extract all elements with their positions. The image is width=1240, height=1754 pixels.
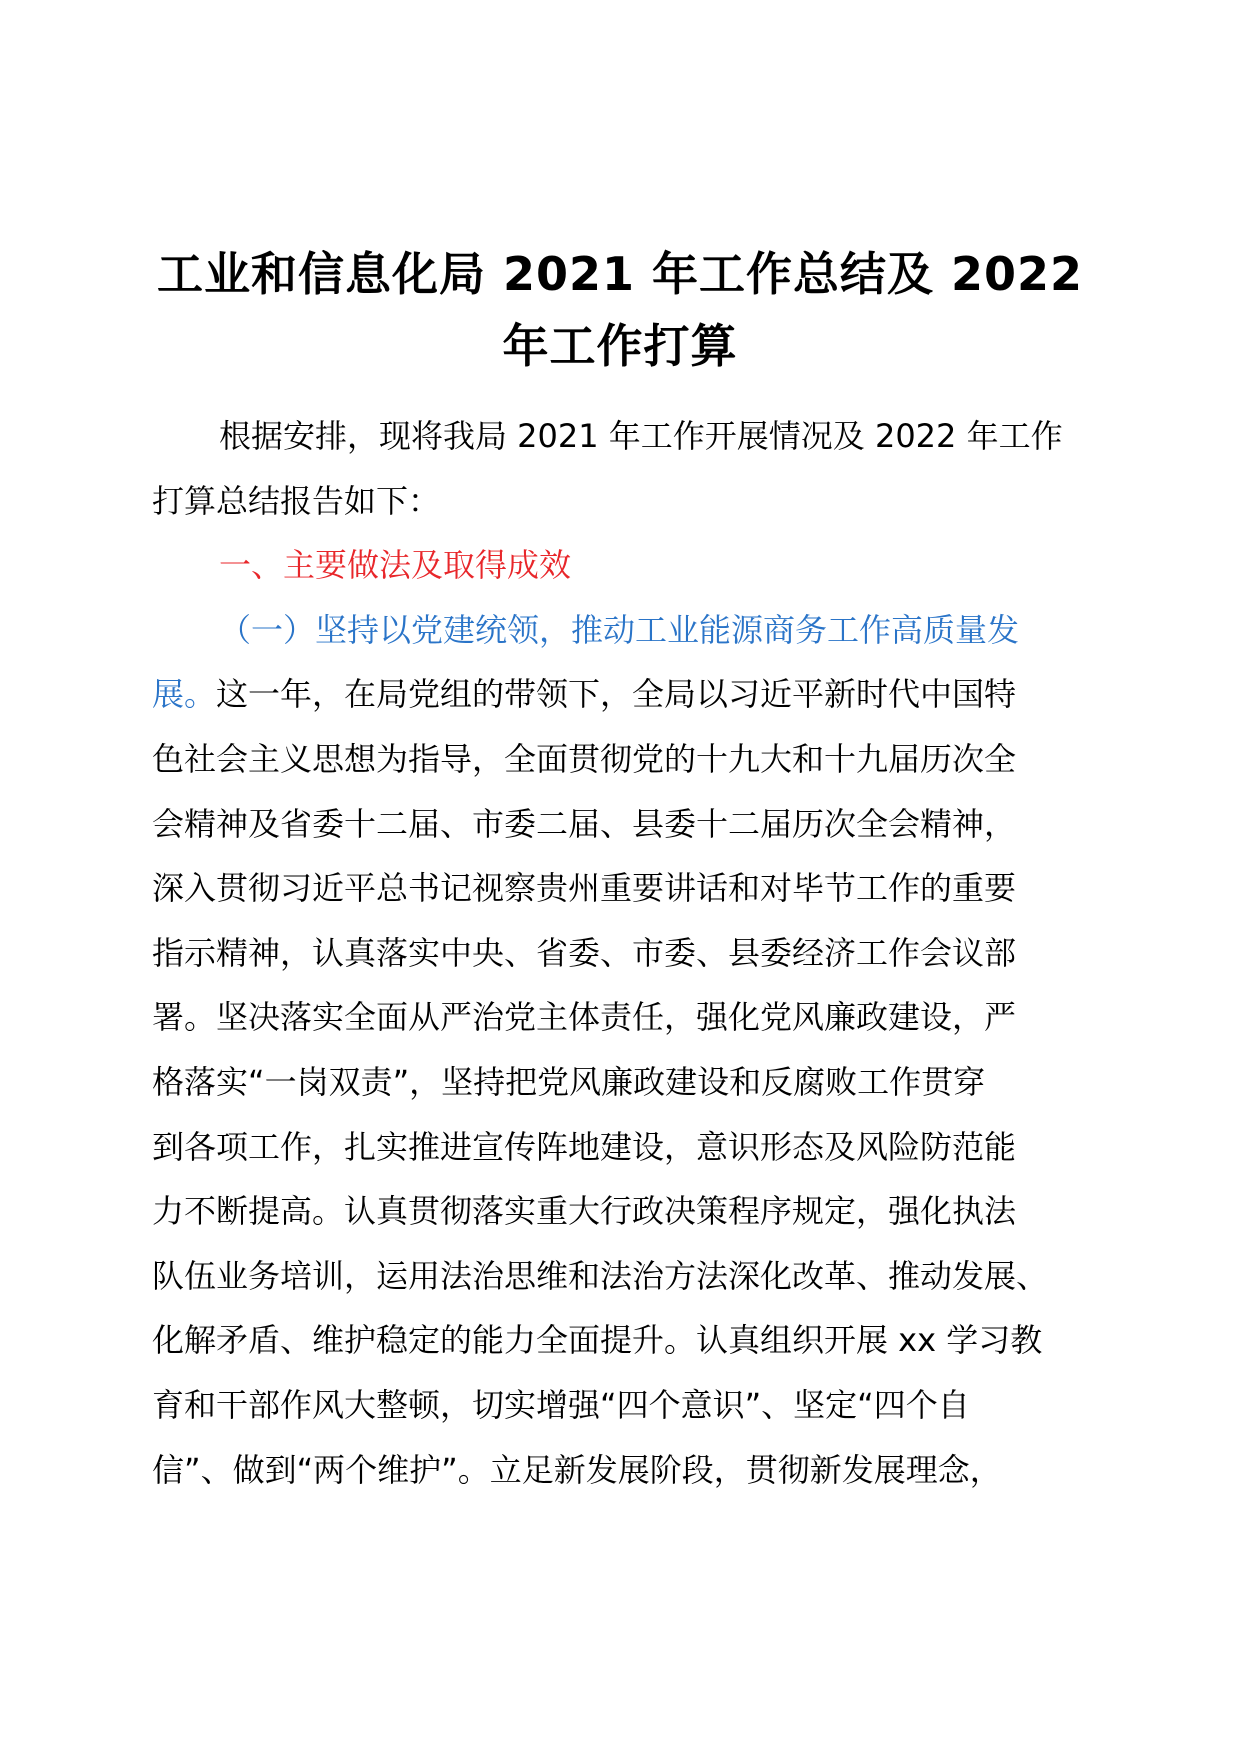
paragraph-line: 队伍业务培训，运用法治思维和法治方法深化改革、推动发展、 [152, 1256, 1049, 1295]
section-heading: 一、主要做法及取得成效 [219, 546, 572, 585]
paragraph-line: 信”、做到“两个维护”。立足新发展阶段，贯彻新发展理念， [152, 1450, 1002, 1489]
paragraph-line: 色社会主义思想为指导，全面贯彻党的十九大和十九届历次全 [152, 739, 1017, 778]
title-line-1: 工业和信息化局 2021 年工作总结及 2022 [156, 247, 1084, 301]
subsection-heading: （一）坚持以党建统领，推动工业能源商务工作高质量发 [219, 610, 1020, 649]
paragraph-line: 深入贯彻习近平总书记视察贵州重要讲话和对毕节工作的重要 [152, 869, 1017, 908]
paragraph-line-1 [152, 662, 1092, 727]
paragraph-line: 会精神及省委十二届、市委二届、县委十二届历次全会精神， [152, 804, 1017, 843]
paragraph-line: 到各项工作，扎实推进宣传阵地建设，意识形态及风险防范能 [152, 1127, 1017, 1166]
document-title [150, 238, 1090, 382]
paragraph-line: 力不断提高。认真贯彻落实重大行政决策程序规定，强化执法 [152, 1192, 1017, 1231]
paragraph-line: 署。坚决落实全面从严治党主体责任，强化党风廉政建设，严 [152, 998, 1017, 1037]
paragraph-line: 格落实“一岗双责”，坚持把党风廉政建设和反腐败工作贯穿 [152, 1062, 986, 1101]
paragraph-text: 这一年，在局党组的带领下，全局以习近平新时代中国特 [216, 675, 1017, 714]
intro-line-1: 根据安排，现将我局 2021 年工作开展情况及 2022 年工作 [219, 417, 1063, 455]
paragraph-line: 化解矛盾、维护稳定的能力全面提升。认真组织开展 xx 学习教 [152, 1321, 1043, 1360]
title-line-2: 年工作打算 [502, 319, 738, 373]
paragraph-line: 指示精神，认真落实中央、省委、市委、县委经济工作会议部 [152, 933, 1017, 972]
subsection-heading-tail: 展。 [152, 675, 217, 714]
intro-line-2: 打算总结报告如下： [152, 481, 441, 520]
document-body [152, 404, 1092, 1502]
paragraph-line: 育和干部作风大整顿，切实增强“四个意识”、坚定“四个自 [152, 1385, 970, 1424]
